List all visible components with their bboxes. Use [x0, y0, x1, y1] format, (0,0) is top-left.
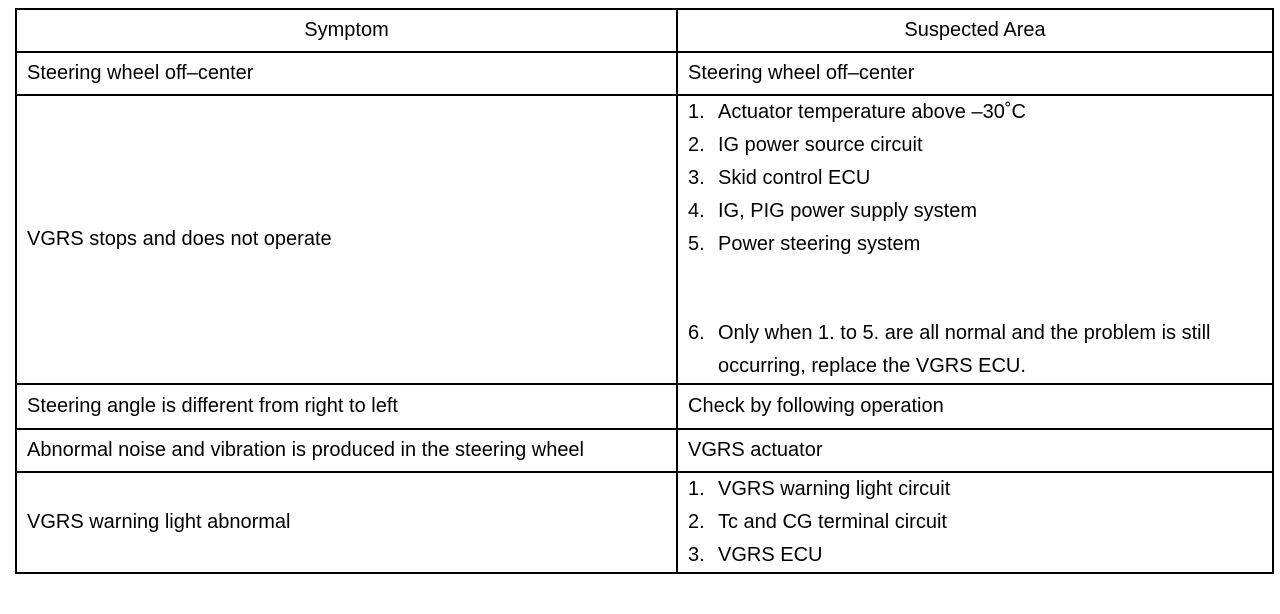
item-number: 5.	[688, 233, 705, 255]
list-item	[688, 539, 1262, 572]
item-text: Actuator temperature above –30˚C	[718, 101, 1026, 123]
table-header-row	[16, 9, 1273, 52]
item-text: Only when 1. to 5. are all normal and the problem is still occurring, replace the VGRS ECU.	[718, 322, 1211, 377]
header-symptom: Symptom	[16, 9, 677, 52]
item-number: 4.	[688, 200, 705, 222]
item-number: 2.	[688, 511, 705, 533]
item-number: 3.	[688, 544, 705, 566]
table-row	[16, 95, 1273, 384]
item-text: Power steering system	[718, 233, 921, 255]
suspected-area-cell: Check by following operation	[677, 384, 1273, 429]
table-row	[16, 472, 1273, 573]
symptom-cell: VGRS stops and does not operate	[16, 95, 677, 384]
list-item	[688, 129, 1262, 162]
list-item	[688, 162, 1262, 195]
item-number: 1.	[688, 478, 705, 500]
symptom-cell: Steering angle is different from right to left	[16, 384, 677, 429]
list-item	[688, 228, 1262, 261]
header-suspected-area: Suspected Area	[677, 9, 1273, 52]
table-row	[16, 384, 1273, 429]
symptom-cell: Abnormal noise and vibration is produced in the steering wheel	[16, 429, 677, 472]
symptom-cell: Steering wheel off–center	[16, 52, 677, 95]
item-text: Skid control ECU	[718, 167, 871, 189]
suspected-area-list	[688, 473, 1262, 572]
list-item	[688, 96, 1262, 129]
table-row	[16, 429, 1273, 472]
suspected-area-cell: Steering wheel off–center	[677, 52, 1273, 95]
item-text: VGRS ECU	[718, 544, 823, 566]
suspected-area-cell	[677, 472, 1273, 573]
item-number: 1.	[688, 101, 705, 123]
item-text: VGRS warning light circuit	[718, 478, 951, 500]
item-number: 3.	[688, 167, 705, 189]
list-spacer	[688, 261, 1262, 317]
suspected-area-list	[688, 96, 1262, 383]
list-item	[688, 317, 1262, 383]
list-item	[688, 506, 1262, 539]
list-item	[688, 195, 1262, 228]
suspected-area-cell: VGRS actuator	[677, 429, 1273, 472]
symptom-cell: VGRS warning light abnormal	[16, 472, 677, 573]
item-text: IG, PIG power supply system	[718, 200, 977, 222]
item-text: Tc and CG terminal circuit	[718, 511, 947, 533]
table-row	[16, 52, 1273, 95]
item-number: 6.	[688, 322, 705, 344]
item-text: IG power source circuit	[718, 134, 923, 156]
list-item	[688, 473, 1262, 506]
symptom-table	[15, 8, 1274, 574]
suspected-area-cell	[677, 95, 1273, 384]
item-number: 2.	[688, 134, 705, 156]
